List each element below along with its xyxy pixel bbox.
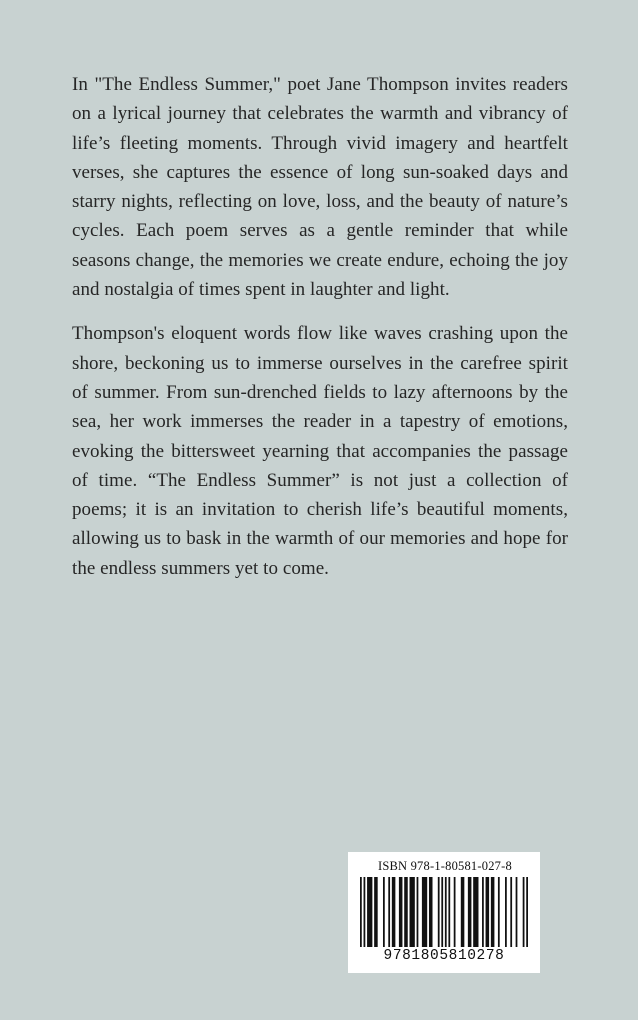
barcode-bar [445, 877, 447, 947]
barcode-bar [516, 877, 518, 947]
barcode-bars [360, 877, 528, 947]
isbn-label: ISBN 978-1-80581-027-8 [378, 859, 512, 873]
barcode-bar [383, 877, 385, 947]
blurb-text [72, 70, 568, 598]
barcode-bar [404, 877, 408, 947]
barcode-bar [448, 877, 450, 947]
barcode-bar [417, 877, 419, 947]
barcode-bar [438, 877, 440, 947]
blurb-paragraph-2: Thompson's eloquent words flow like waves crashing upon the shore, beckoning us to immerse ourselves in the carefree spirit of summer. From sun-drenched fields to lazy afternoons by the sea, her work immerses the reader in a tapestry of emotions, evoking the bittersweet yearning that accompanies the passage of time. “The Endless Summer” is not just a collection of poems; it is an invitation to cherish life’s beautiful moments, allowing us to bask in the warmth of our memories and hope for the endless summers yet to come. [72, 323, 568, 579]
barcode-bar [491, 877, 495, 947]
barcode-bar [482, 877, 484, 947]
barcode-bar [364, 877, 366, 947]
barcode-bar [399, 877, 403, 947]
barcode-bar [422, 877, 427, 947]
barcode-bar [454, 877, 456, 947]
barcode-bar [505, 877, 507, 947]
barcode-bar [429, 877, 433, 947]
barcode-bar [441, 877, 443, 947]
barcode-bar [410, 877, 415, 947]
barcode-bar [388, 877, 390, 947]
barcode-bar [473, 877, 478, 947]
barcode-bar [486, 877, 490, 947]
barcode-bar [392, 877, 396, 947]
barcode-bar [367, 877, 372, 947]
barcode-bar [468, 877, 472, 947]
barcode-bar [498, 877, 500, 947]
barcode-bar [510, 877, 512, 947]
isbn-barcode [348, 852, 540, 973]
barcode-bar [374, 877, 378, 947]
barcode-bar [523, 877, 525, 947]
barcode-bar [461, 877, 465, 947]
blurb-paragraph-1: In "The Endless Summer," poet Jane Thompson invites readers on a lyrical journey that celebrates the warmth and vibrancy of life’s fleeting moments. Through vivid imagery and heartfelt verses, she captures the essence of long sun-soaked days and starry nights, reflecting on love, loss, and the beauty of nature’s cycles. Each poem serves as a gentle reminder that while seasons change, the memories we create endure, echoing the joy and nostalgia of times spent in laughter and light. [72, 74, 568, 301]
barcode-bar [526, 877, 528, 947]
isbn-digits: 9781805810278 [383, 948, 505, 964]
barcode-bar [360, 877, 362, 947]
